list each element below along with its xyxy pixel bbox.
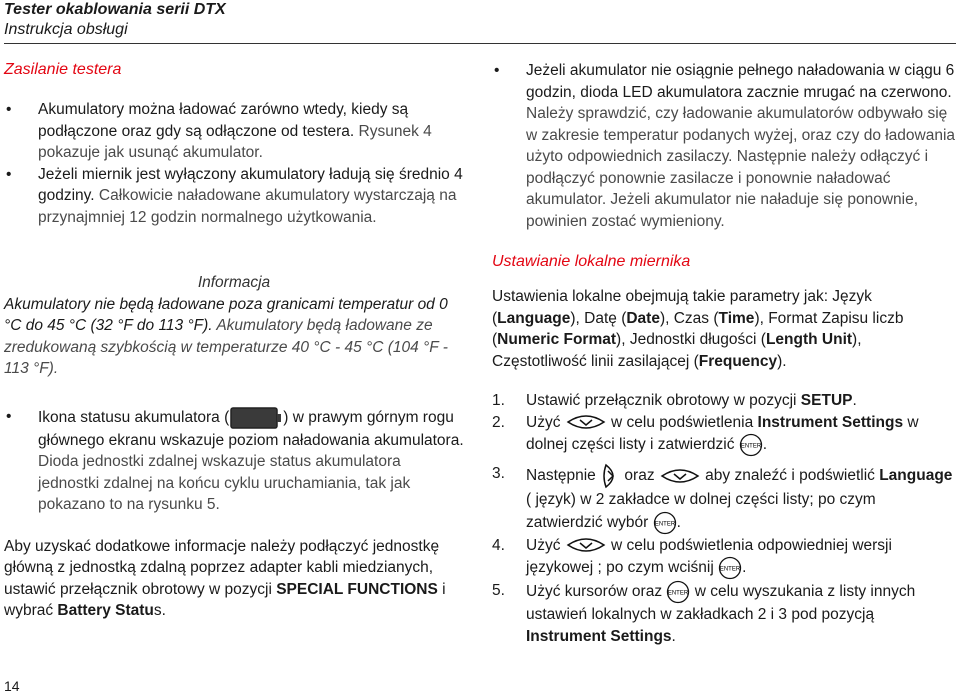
document-title: Tester okablowania serii DTX (4, 1, 226, 18)
svg-text:ENTER: ENTER (719, 566, 741, 573)
enter-key-icon (653, 511, 677, 535)
enter-key-icon (739, 433, 763, 457)
note-title: Informacja (197, 274, 271, 291)
step-item: 3. Następnie oraz aby znaleźć i podświetlić Language ( język) w 2 zakładce w dolnej części listy; po czym zatwierdzić wybór ENTER . (492, 463, 956, 535)
enter-key-icon (718, 556, 742, 580)
bullet-dot-icon: • (6, 165, 12, 183)
note-block (4, 272, 464, 380)
step-item: 2. Użyć w celu podświetlenia Instrument Settings w dolnej części listy i zatwierdzić ENTER . (492, 412, 956, 458)
up-down-arrow-keys-icon (565, 535, 607, 555)
page-header (4, 0, 956, 40)
step-item: 5. Użyć kursorów oraz ENTER w celu wyszukania z listy innych ustawień lokalnych w zakładkach 2 i 3 pod pozycją Instrument Settings. (492, 582, 916, 645)
left-column (4, 60, 464, 622)
document-subtitle: Instrukcja obsługi (4, 21, 128, 38)
right-column (492, 60, 956, 647)
locale-intro: Ustawienia lokalne obejmują takie parametry jak: Język (Language), Datę (Date), Czas (Time), Format Zapisu liczb (Numeric Format), Jednostki długości (Length Unit), Częstotliwość linii zasilającej (Frequency). (492, 288, 904, 370)
battery-status-paragraph: Aby uzyskać dodatkowe informacje należy podłączyć jednostkę główną z jednostką zdalną poprzez adapter kabli miedzianych, ustawić przełącznik obrotowy w pozycji SPECIAL FUNCTIONS i wybrać Battery Status. (4, 537, 446, 619)
page-number: 14 (4, 678, 20, 694)
battery-status-icon (229, 406, 283, 430)
section-title-power: Zasilanie testera (4, 61, 122, 78)
svg-text:ENTER: ENTER (740, 443, 761, 450)
bullet-dot-icon: • (6, 101, 12, 118)
section-title-locale: Ustawianie lokalne miernika (492, 253, 691, 270)
right-arrow-key-icon (600, 463, 620, 489)
enter-key-icon (666, 580, 690, 604)
bullet-item: • Akumulatory można ładować zarówno wtedy, kiedy są podłączone oraz gdy są odłączone od testera. Rysunek 4 pokazuje jak usunąć akumulator. (6, 101, 432, 161)
bullet-dot-icon: • (6, 407, 12, 425)
svg-text:ENTER: ENTER (654, 521, 675, 527)
bullet-item: • Ikona statusu akumulatora ( ) w prawym górnym rogu głównego ekranu wskazuje poziom naładowania akumulatora. Dioda jednostki zdalnej wskazuje status akumulatora jednostki zdalnej na końcu cyklu uruchamiania, tak jak pokazano to na rysunku 5. (6, 407, 464, 513)
svg-text:ENTER: ENTER (668, 590, 689, 597)
bullet-item: • Jeżeli miernik jest wyłączony akumulatory ładują się średnio 4 godziny. Całkowicie naładowane akumulatory wystarczają na przynajmniej 12 godzin normalnego użytkowania. (6, 165, 463, 226)
steps-list (492, 390, 956, 647)
header-divider (4, 43, 956, 44)
note-body: Akumulatory nie będą ładowane poza granicami temperatur od 0 °C do 45 °C (32 °F do 113 °F). Akumulatory będą ładowane ze zredukowaną szybkością w temperaturze 40 °C - 45 °C (104 °F - 113 °F). (4, 295, 448, 377)
up-down-arrow-keys-icon (659, 466, 701, 486)
step-item: 1. Ustawić przełącznik obrotowy w pozycji SETUP. (492, 392, 857, 409)
bullet-dot-icon: • (494, 62, 500, 79)
bullet-item: • Jeżeli akumulator nie osiągnie pełnego naładowania w ciągu 6 godzin, dioda LED akumulatora zacznie mrugać na czerwono. Należy sprawdzić, czy ładowanie akumulatorów odbywało się w zakresie temperatur podanych wyżej, oraz czy do ładowania użyto odpowiednich zasilaczy. Następnie należy odłączyć i podłączyć ponownie zasilacze i ponownie naładować akumulator. Jeżeli akumulator nie naładuje się ponownie, powinien zostać wymieniony. (494, 62, 956, 230)
step-item: 4. Użyć w celu podświetlenia odpowiedniej wersji językowej ; po czym wciśnij ENTER . (492, 535, 956, 581)
up-down-arrow-keys-icon (565, 412, 607, 432)
